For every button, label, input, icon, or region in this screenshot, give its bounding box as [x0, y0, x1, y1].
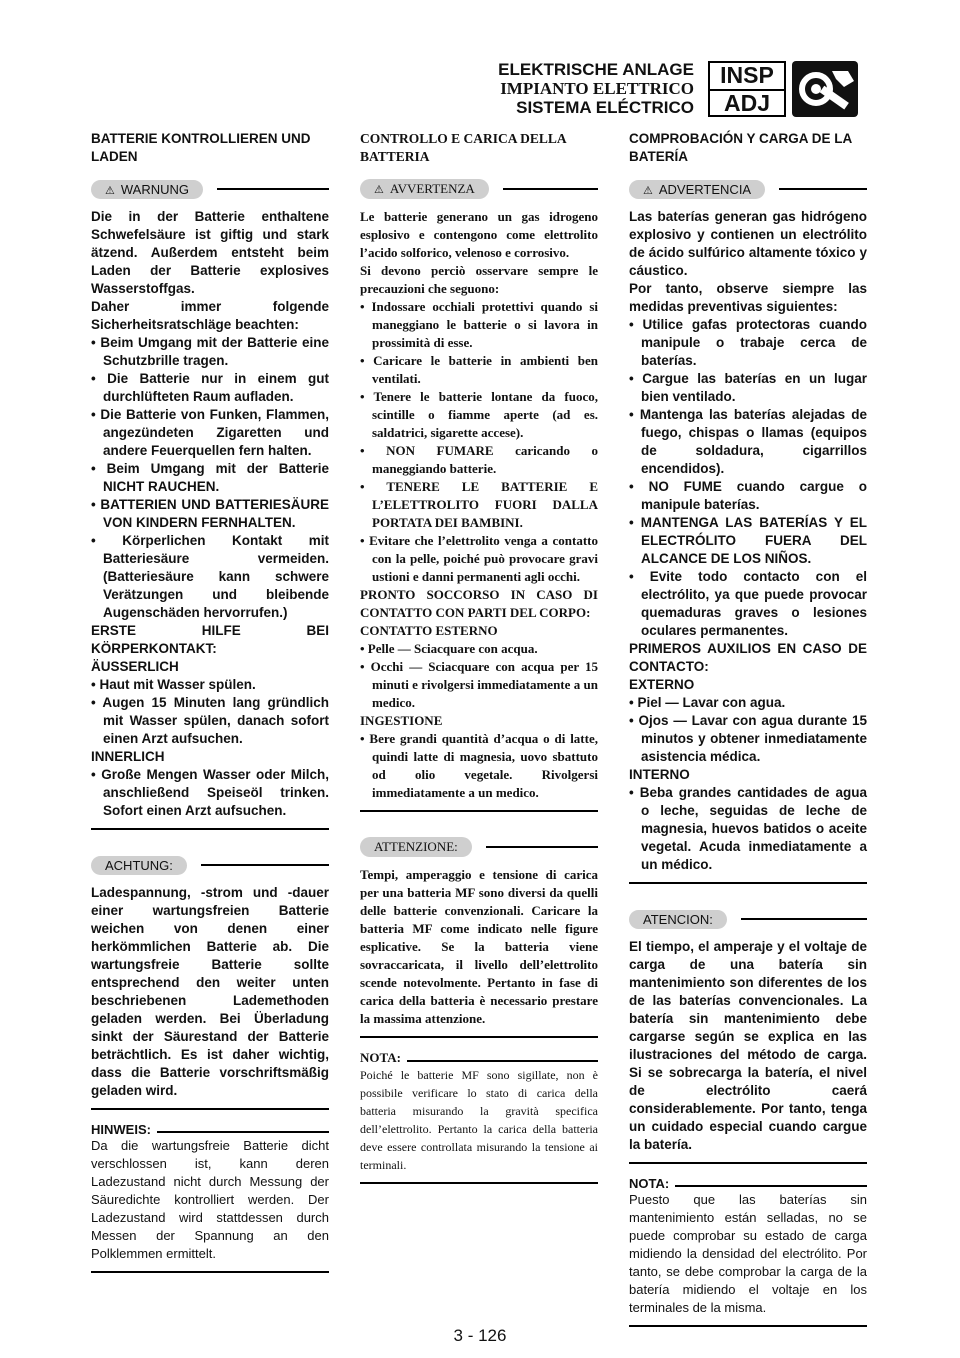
- warning-paragraph: Le batterie generano un gas idrogeno esplosivo e contengono come elettrolito l’acido solforico, velenoso e corrosivo.: [360, 209, 598, 260]
- warning-bullet: • MANTENGA LAS BATERÍAS Y EL ELECTRÓLITO FUERA DEL ALCANCE DE LOS NIÑOS.: [629, 515, 867, 566]
- section-rule: [360, 1182, 598, 1184]
- caution-label: ATTENZIONE:: [360, 837, 472, 857]
- note-label-row: [91, 1122, 329, 1137]
- wrench-tool-icon: [792, 61, 858, 117]
- warning-paragraph: CONTATTO ESTERNO: [360, 623, 498, 638]
- warning-bullet: • BATTERIEN UND BATTERIESÄURE VON KINDERN FERNHALTEN.: [91, 497, 329, 530]
- insp-label: INSP: [710, 63, 784, 91]
- column-italian: [360, 130, 598, 1184]
- label-rule: [675, 1185, 867, 1187]
- page-number: 3 - 126: [453, 1326, 507, 1345]
- warning-bullet: • Indossare occhiali protettivi quando si maneggiano le batterie o si lavora in prossimità di esse.: [360, 299, 598, 350]
- label-rule: [407, 1060, 598, 1062]
- warning-bullet: • Beim Umgang mit der Batterie eine Schutzbrille tragen.: [91, 335, 329, 368]
- warning-label-row: [360, 178, 598, 200]
- section-title-de: ELEKTRISCHE ANLAGE: [498, 60, 694, 79]
- section-title-es: SISTEMA ELÉCTRICO: [516, 98, 694, 117]
- warning-label: [629, 180, 765, 199]
- warning-bullet: • Utilice gafas protectoras cuando manipule o trabaje cerca de baterías.: [629, 317, 867, 368]
- caution-label: ACHTUNG:: [91, 856, 187, 875]
- label-rule: [157, 1131, 329, 1133]
- warning-paragraph: Daher immer folgende Sicherheitsratschläge beachten:: [91, 299, 329, 332]
- label-rule: [217, 188, 329, 190]
- warning-bullet: • Tenere le batterie lontane da fuoco, scintille o fiamme aperte (ad es. saldatrici, sigarette accese).: [360, 389, 598, 440]
- label-rule: [201, 864, 329, 866]
- warning-label-row: [91, 178, 329, 200]
- warning-bullet: • Die Batterie von Funken, Flammen, angezündeten Zigaretten und andere Feuerquellen fern halten.: [91, 407, 329, 458]
- note-body: Da die wartungsfreie Batterie dicht verschlossen ist, kann deren Ladezustand nicht durch Messung der Säuredichte kontrolliert werden. Der Ladezustand wird stattdessen durch Messen der Spannung an den Polklemmen ermittelt.: [91, 1138, 329, 1261]
- note-body: Puesto que las baterías sin mantenimiento están selladas, no se puede comprobar su estado de carga midiendo la densidad del electrólito. Por tanto, se debe comprobar la carga de la batería midiendo el voltaje en los terminales de la misma.: [629, 1192, 867, 1315]
- warning-body: [91, 208, 329, 820]
- warning-label: [91, 180, 203, 199]
- insp-adj-box: [708, 61, 786, 117]
- label-rule: [779, 188, 867, 190]
- label-rule: [503, 188, 598, 190]
- warning-bullet: • Die Batterie nur in einem gut durchlüfteten Raum aufladen.: [91, 371, 329, 404]
- warning-body: [360, 208, 598, 802]
- caution-label-row: [91, 854, 329, 876]
- caution-label-row: [629, 908, 867, 930]
- warning-paragraph: ERSTE HILFE BEI KÖRPERKONTAKT:: [91, 623, 329, 656]
- section-header: [498, 60, 694, 117]
- warning-paragraph: Si devono perciò osservare sempre le precauzioni che seguono:: [360, 263, 598, 296]
- warning-triangle-icon: ⚠: [643, 184, 653, 197]
- note-label: NOTA:: [360, 1050, 401, 1065]
- warning-bullet: • Caricare le batterie in ambienti ben ventilati.: [360, 353, 598, 386]
- warning-bullet: • Beim Umgang mit der Batterie NICHT RAUCHEN.: [91, 461, 329, 494]
- warning-bullet: • Große Mengen Wasser oder Milch, anschließend Speiseöl trinken. Sofort einen Arzt aufsuchen.: [91, 767, 329, 818]
- warning-paragraph: PRIMEROS AUXILIOS EN CASO DE CONTACTO:: [629, 641, 867, 674]
- caution-body: Tempi, amperaggio e tensione di carica per una batteria MF sono diversi da quelli delle batterie convenzionali. Caricare la batteria MF come indicato nelle figure esplicative. Se la batteria viene sovraccaricata, il livello dell’elettrolito scende notevolmente. Pertanto in fase di carica della batteria è necessario prestare la massima attenzione.: [360, 867, 598, 1026]
- warning-bullet: • Cargue las baterías en un lugar bien ventilado.: [629, 371, 867, 404]
- warning-bullet: • Pelle — Sciacquare con acqua.: [360, 641, 538, 656]
- column-title: COMPROBACIÓN Y CARGA DE LA BATERÍA: [629, 131, 852, 164]
- adj-label: ADJ: [723, 90, 770, 116]
- warning-bullet: • Evitare che l’elettrolito venga a contatto con la pelle, poiché può provocare gravi ustioni e danni permanenti agli occhi.: [360, 533, 598, 584]
- section-rule: [91, 1108, 329, 1110]
- caution-label-row: [360, 836, 598, 858]
- warning-label-text: ADVERTENCIA: [658, 181, 752, 197]
- note-label-row: [360, 1050, 598, 1066]
- warning-paragraph: Por tanto, observe siempre las medidas preventivas siguientes:: [629, 281, 867, 314]
- warning-bullet: • Evite todo contacto con el electrólito, ya que puede provocar quemaduras graves o lesiones oculares permanentes.: [629, 569, 867, 638]
- warning-bullet: • Haut mit Wasser spülen.: [91, 677, 256, 692]
- warning-triangle-icon: ⚠: [105, 184, 115, 197]
- warning-label-row: [629, 178, 867, 200]
- warning-bullet: • Augen 15 Minuten lang gründlich mit Wasser spülen, danach sofort einen Arzt aufsuchen.: [91, 695, 329, 746]
- warning-bullet: • Bere grandi quantità d’acqua o di latte, quindi latte di magnesia, uovo sbattuto od olio vegetale. Rivolgersi immediatamente a un medico.: [360, 731, 598, 800]
- warning-bullet: • Mantenga las baterías alejadas de fuego, chispas o llamas (equipos de soldadura, cigarrillos encendidos).: [629, 407, 867, 476]
- section-rule: [91, 1271, 329, 1273]
- warning-paragraph: INGESTIONE: [360, 713, 443, 728]
- warning-bullet: • NO FUME cuando cargue o manipule baterías.: [629, 479, 867, 512]
- warning-bullet: • Piel — Lavar con agua.: [629, 695, 786, 710]
- caution-label: ATENCION:: [629, 910, 727, 929]
- label-rule: [486, 846, 598, 848]
- section-title-it: IMPIANTO ELETTRICO: [500, 79, 694, 98]
- warning-bullet: • NON FUMARE caricando o maneggiando batterie.: [360, 443, 598, 476]
- warning-label-text: AVVERTENZA: [389, 181, 475, 196]
- section-rule: [360, 1036, 598, 1038]
- section-rule: [629, 1162, 867, 1164]
- column-spanish: [629, 130, 867, 1327]
- warning-paragraph: INTERNO: [629, 767, 690, 782]
- warning-body: [629, 208, 867, 874]
- warning-bullet: • Occhi — Sciacquare con acqua per 15 minuti e rivolgersi immediatamente a un medico.: [360, 659, 598, 710]
- note-label: NOTA:: [629, 1176, 670, 1191]
- warning-bullet: • TENERE LE BATTERIE E L’ELETTROLITO FUORI DALLA PORTATA DEI BAMBINI.: [360, 479, 598, 530]
- label-rule: [741, 918, 867, 920]
- warning-bullet: • Beba grandes cantidades de agua o leche, seguidas de leche de magnesia, huevos batidos o aceite vegetal. Acuda inmediatamente a un médico.: [629, 785, 867, 872]
- warning-paragraph: Las baterías generan gas hidrógeno explosivo y contienen un electrólito de ácido sulfúrico altamente tóxico y cáustico.: [629, 209, 867, 278]
- warning-triangle-icon: ⚠: [374, 184, 384, 196]
- warning-label: [360, 179, 489, 199]
- caution-body: El tiempo, el amperaje y el voltaje de carga de una batería sin mantenimiento son diferentes de los de las baterías convencionales. La batería sin mantenimiento debe cargarse según se explica en las ilustraciones del método de carga. Si se sobrecarga la batería, el nivel de electrólito caerá considerablemente. Por tanto, tenga un cuidado especial cuando cargue la batería.: [629, 939, 867, 1152]
- warning-paragraph: INNERLICH: [91, 749, 165, 764]
- warning-paragraph: EXTERNO: [629, 677, 695, 692]
- warning-paragraph: ÄUSSERLICH: [91, 659, 179, 674]
- caution-body: Ladespannung, -strom und -dauer einer wartungsfreien Batterie weichen von denen einer herkömmlichen Batterie ab. Die wartungsfreie Batterie sollte entsprechend den weiter unten beschriebenen Lademethoden geladen werden. Bei Überladung sinkt der Säurestand der Batterie beträchtlich. Es ist daher wichtig, dass die Batterie vorschriftsmäßig geladen wird.: [91, 885, 329, 1098]
- note-body: Poiché le batterie MF sono sigillate, non è possibile verificare lo stato di carica della batteria misurando la gravità specifica dell’elettrolito. Pertanto la carica della batteria deve essere controllata misurando la tensione ai terminali.: [360, 1068, 598, 1172]
- warning-label-text: WARNUNG: [120, 181, 189, 197]
- note-label-row: [629, 1176, 867, 1191]
- column-title: BATTERIE KONTROLLIEREN UND LADEN: [91, 131, 311, 164]
- warning-paragraph: PRONTO SOCCORSO IN CASO DI CONTATTO CON PARTI DEL CORPO:: [360, 587, 598, 620]
- warning-paragraph: Die in der Batterie enthaltene Schwefelsäure ist giftig und stark ätzend. Außerdem entsteht beim Laden der Batterie explosives Wasserstoffgas.: [91, 209, 329, 296]
- column-title: CONTROLLO E CARICA DELLA BATTERIA: [360, 131, 566, 164]
- warning-bullet: • Ojos — Lavar con agua durante 15 minutos y obtener inmediatamente asistencia médica.: [629, 713, 867, 764]
- note-label: HINWEIS:: [91, 1122, 151, 1137]
- warning-bullet: • Körperlichen Kontakt mit Batteriesäure vermeiden. (Batteriesäure kann schwere Verätzungen und bleibende Augenschäden hervorrufen.): [91, 533, 329, 620]
- column-german: [91, 130, 329, 1273]
